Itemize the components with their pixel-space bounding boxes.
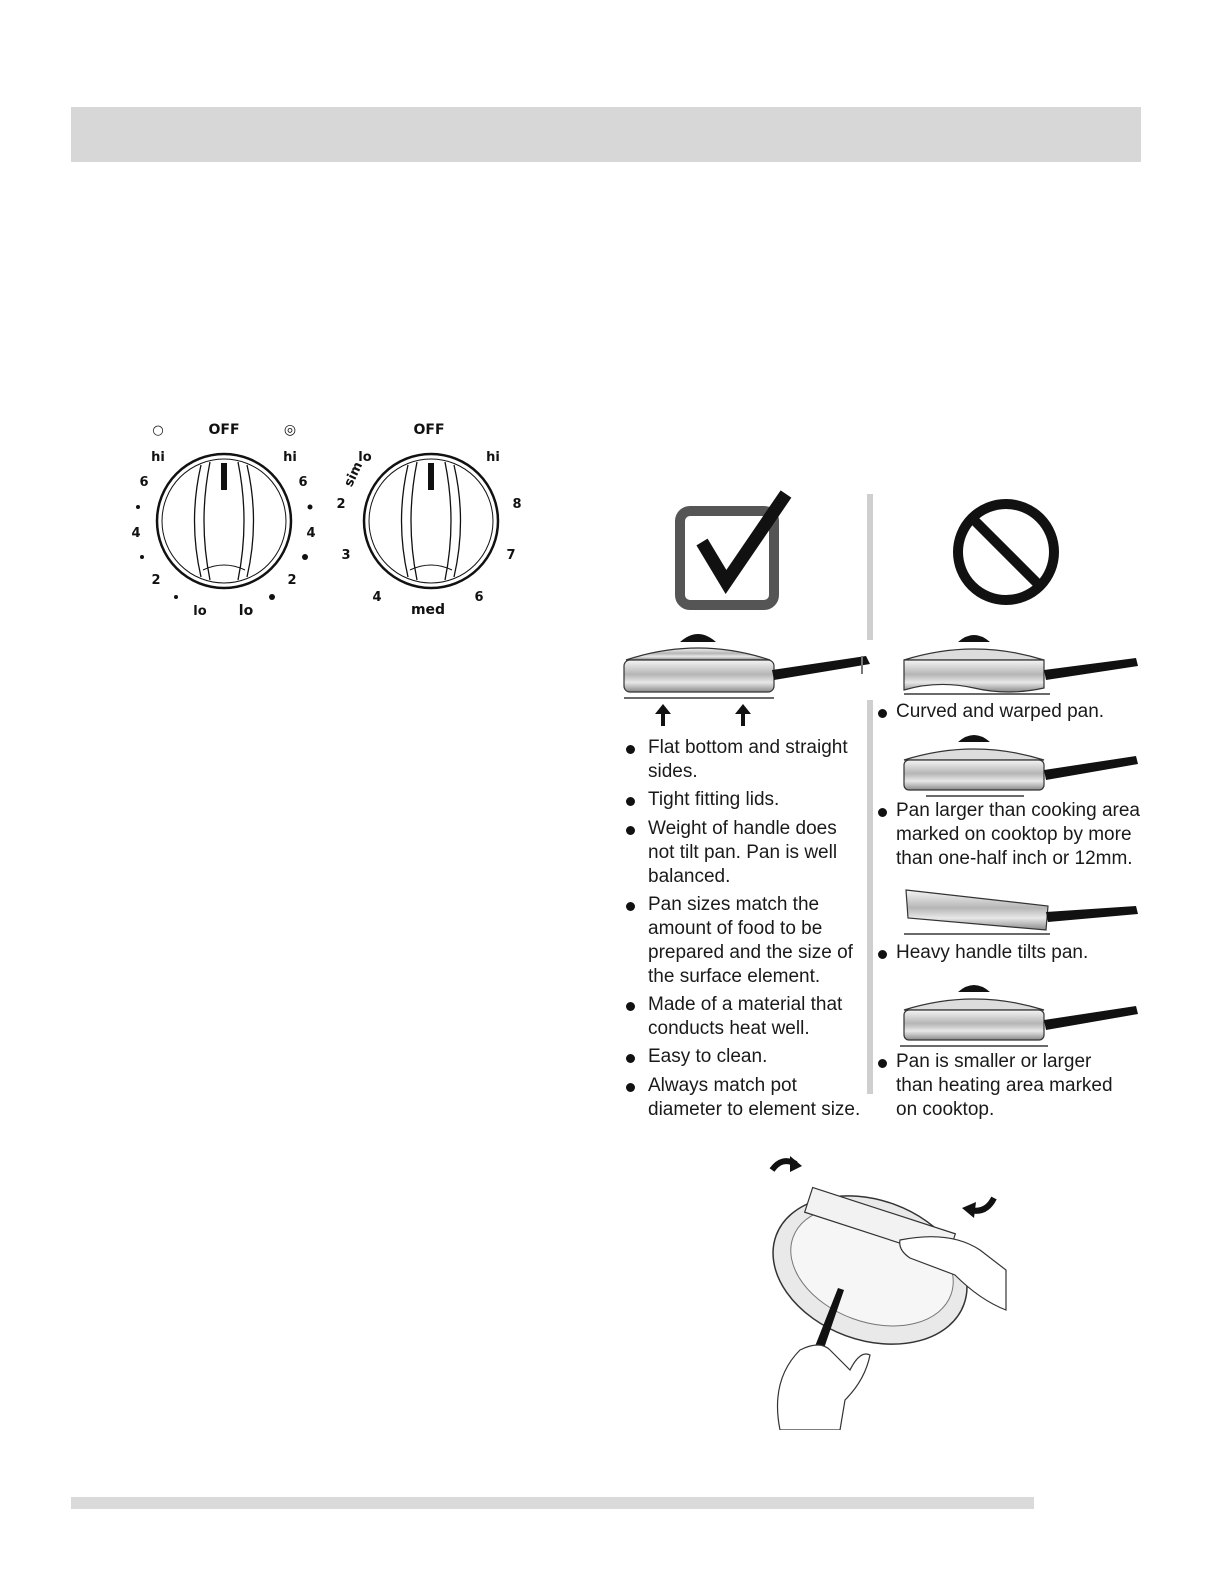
right-knob-scale-label: med — [410, 602, 446, 618]
list-item: Pan larger than cooking area marked on cooktop by more than one-half inch or 12mm. — [878, 799, 1141, 871]
footer-band — [71, 1497, 1034, 1509]
right-knob-scale-label: 4 — [372, 590, 382, 605]
left-knob-scale-label: 2 — [287, 573, 297, 588]
left-knob-scale-label: hi — [283, 450, 297, 465]
left-knob-scale-label: hi — [151, 450, 165, 465]
left-control-knob — [131, 422, 315, 619]
right-knob-scale-label: lo — [358, 450, 372, 465]
list-item: Easy to clean. — [626, 1045, 767, 1069]
list-item: Heavy handle tilts pan. — [878, 941, 1088, 965]
left-knob-scale-label: 2 — [151, 573, 161, 588]
dual-element-symbol: ◎ — [283, 422, 297, 438]
header-band — [71, 107, 1141, 162]
mismatched-pan-illustration — [898, 980, 1148, 1050]
left-knob-scale-label: 6 — [298, 475, 308, 490]
list-item: Tight fitting lids. — [626, 788, 779, 812]
right-knob-scale-label: 3 — [341, 548, 351, 563]
tilted-pan-illustration — [898, 884, 1148, 944]
left-knob-scale-label: lo — [193, 604, 207, 619]
good-pan-illustration — [618, 626, 878, 730]
pan-flatness-test-illustration — [750, 1150, 1020, 1430]
list-item: Weight of handle does not tilt pan. Pan is well balanced. — [626, 817, 863, 889]
right-knob-scale-label: sim — [341, 459, 367, 490]
left-knob-off-label: OFF — [208, 422, 240, 438]
single-element-symbol: ○ — [152, 423, 164, 438]
control-knobs-illustration — [118, 410, 538, 630]
left-knob-scale-label: 6 — [139, 475, 149, 490]
right-knob-scale-label: 8 — [512, 497, 522, 512]
left-knob-scale-label: 4 — [131, 526, 141, 541]
right-knob-scale-label: hi — [486, 450, 500, 465]
left-knob-scale-label: lo — [238, 603, 254, 619]
oversized-pan-illustration — [898, 730, 1148, 800]
right-knob-off-label: OFF — [413, 422, 445, 438]
list-item: Pan is smaller or larger than heating area marked on cooktop. — [878, 1050, 1126, 1122]
warped-pan-illustration — [898, 630, 1148, 700]
list-item: Pan sizes match the amount of food to be prepared and the size of the surface element. — [626, 893, 873, 989]
column-divider — [867, 494, 873, 640]
checkmark-box-icon — [660, 488, 800, 618]
list-item: Curved and warped pan. — [878, 700, 1104, 724]
right-knob-scale-label: 2 — [336, 497, 346, 512]
list-item: Made of a material that conducts heat well. — [626, 993, 868, 1041]
right-control-knob — [336, 422, 521, 618]
prohibited-icon — [948, 496, 1064, 612]
left-knob-scale-label: 4 — [306, 526, 316, 541]
list-item: Always match pot diameter to element size. — [626, 1074, 876, 1122]
right-knob-scale-label: 6 — [474, 590, 484, 605]
right-knob-scale-label: 7 — [506, 548, 516, 563]
list-item: Flat bottom and straight sides. — [626, 736, 868, 784]
